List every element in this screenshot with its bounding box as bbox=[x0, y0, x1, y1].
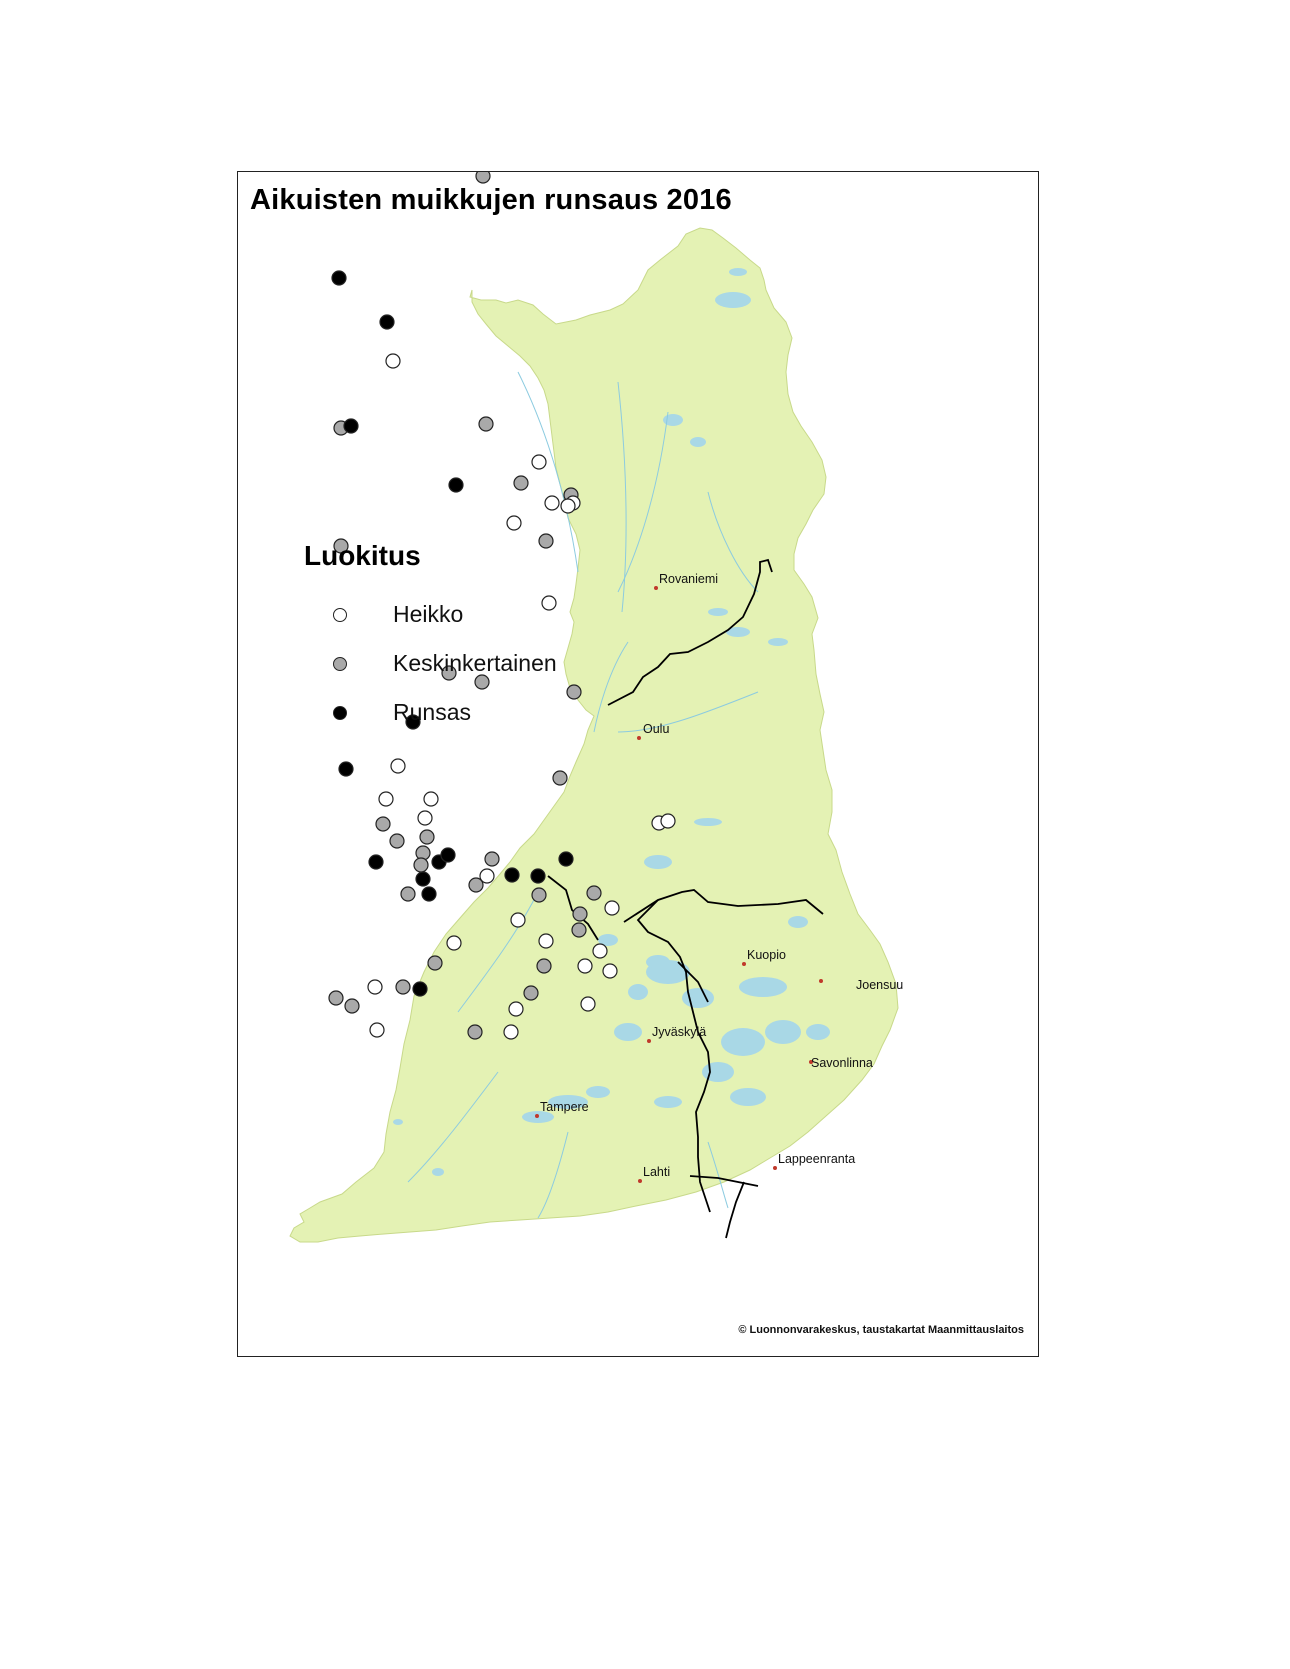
legend-label-runsas: Runsas bbox=[393, 699, 471, 725]
map-frame bbox=[237, 171, 1039, 1357]
city-label-tampere: Tampere bbox=[540, 1100, 589, 1114]
site-marker-keskinkertainen bbox=[390, 834, 404, 848]
city-label-savonlinna: Savonlinna bbox=[811, 1056, 873, 1070]
site-marker-keskinkertainen bbox=[573, 907, 587, 921]
city-dot-jyvaskyla bbox=[647, 1039, 651, 1043]
site-marker-runsas bbox=[332, 271, 346, 285]
legend-item-runsas bbox=[304, 688, 557, 737]
city-dot-joensuu bbox=[819, 979, 823, 983]
site-marker-heikko bbox=[561, 499, 575, 513]
site-marker-heikko bbox=[379, 792, 393, 806]
legend-symbol-heikko bbox=[333, 608, 347, 622]
site-marker-heikko bbox=[545, 496, 559, 510]
site-marker-keskinkertainen bbox=[553, 771, 567, 785]
site-marker-keskinkertainen bbox=[476, 172, 490, 183]
site-marker-heikko bbox=[509, 1002, 523, 1016]
city-dot-tampere bbox=[535, 1114, 539, 1118]
site-marker-keskinkertainen bbox=[468, 1025, 482, 1039]
site-marker-runsas bbox=[441, 848, 455, 862]
site-marker-heikko bbox=[507, 516, 521, 530]
site-marker-runsas bbox=[559, 852, 573, 866]
legend-label-heikko: Heikko bbox=[393, 601, 464, 627]
site-marker-runsas bbox=[344, 419, 358, 433]
city-dot-oulu bbox=[637, 736, 641, 740]
site-marker-heikko bbox=[581, 997, 595, 1011]
site-marker-heikko bbox=[504, 1025, 518, 1039]
site-marker-keskinkertainen bbox=[524, 986, 538, 1000]
site-marker-heikko bbox=[511, 913, 525, 927]
site-marker-keskinkertainen bbox=[479, 417, 493, 431]
site-marker-runsas bbox=[416, 872, 430, 886]
site-marker-runsas bbox=[413, 982, 427, 996]
site-marker-keskinkertainen bbox=[537, 959, 551, 973]
site-marker-keskinkertainen bbox=[329, 991, 343, 1005]
map-credit: © Luonnonvarakeskus, taustakartat Maanmittauslaitos bbox=[738, 1324, 1024, 1336]
site-marker-heikko bbox=[418, 811, 432, 825]
site-marker-heikko bbox=[578, 959, 592, 973]
site-marker-runsas bbox=[380, 315, 394, 329]
map-title: Aikuisten muikkujen runsaus 2016 bbox=[250, 184, 732, 216]
site-marker-keskinkertainen bbox=[514, 476, 528, 490]
site-marker-runsas bbox=[449, 478, 463, 492]
city-label-lappeenranta: Lappeenranta bbox=[778, 1152, 856, 1166]
site-marker-heikko bbox=[539, 934, 553, 948]
site-marker-heikko bbox=[603, 964, 617, 978]
city-label-lahti: Lahti bbox=[643, 1165, 671, 1179]
site-marker-keskinkertainen bbox=[485, 852, 499, 866]
site-marker-runsas bbox=[339, 762, 353, 776]
legend-item-keskinkertainen bbox=[304, 639, 557, 688]
site-marker-runsas bbox=[422, 887, 436, 901]
site-marker-runsas bbox=[531, 869, 545, 883]
site-marker-runsas bbox=[369, 855, 383, 869]
legend-symbol-runsas bbox=[333, 706, 347, 720]
site-marker-keskinkertainen bbox=[414, 858, 428, 872]
city-dot-kuopio bbox=[742, 962, 746, 966]
site-marker-heikko bbox=[424, 792, 438, 806]
site-marker-keskinkertainen bbox=[428, 956, 442, 970]
site-marker-heikko bbox=[391, 759, 405, 773]
site-marker-keskinkertainen bbox=[376, 817, 390, 831]
site-marker-keskinkertainen bbox=[532, 888, 546, 902]
city-label-jyvaskyla: Jyväskylä bbox=[652, 1025, 707, 1039]
site-marker-heikko bbox=[370, 1023, 384, 1037]
site-marker-keskinkertainen bbox=[469, 878, 483, 892]
city-label-oulu: Oulu bbox=[643, 722, 670, 736]
city-label-rovaniemi: Rovaniemi bbox=[659, 572, 719, 586]
site-marker-heikko bbox=[386, 354, 400, 368]
site-marker-heikko bbox=[447, 936, 461, 950]
site-marker-keskinkertainen bbox=[420, 830, 434, 844]
site-marker-keskinkertainen bbox=[396, 980, 410, 994]
site-marker-heikko bbox=[593, 944, 607, 958]
site-marker-keskinkertainen bbox=[401, 887, 415, 901]
site-marker-heikko bbox=[368, 980, 382, 994]
city-label-kuopio: Kuopio bbox=[747, 948, 786, 962]
legend-item-heikko bbox=[304, 590, 557, 639]
site-marker-heikko bbox=[661, 814, 675, 828]
site-marker-heikko bbox=[605, 901, 619, 915]
city-dot-lappeenranta bbox=[773, 1166, 777, 1170]
finland-map bbox=[238, 172, 1040, 1358]
site-marker-heikko bbox=[532, 455, 546, 469]
legend-symbol-keskinkertainen bbox=[333, 657, 347, 671]
site-marker-keskinkertainen bbox=[345, 999, 359, 1013]
city-dot-lahti bbox=[638, 1179, 642, 1183]
city-label-joensuu: Joensuu bbox=[856, 978, 904, 992]
site-marker-keskinkertainen bbox=[587, 886, 601, 900]
legend bbox=[304, 540, 557, 737]
site-marker-runsas bbox=[505, 868, 519, 882]
legend-label-keskinkertainen: Keskinkertainen bbox=[393, 650, 557, 676]
site-marker-keskinkertainen bbox=[567, 685, 581, 699]
legend-title: Luokitus bbox=[304, 540, 421, 571]
site-marker-keskinkertainen bbox=[572, 923, 586, 937]
city-dot-rovaniemi bbox=[654, 586, 658, 590]
